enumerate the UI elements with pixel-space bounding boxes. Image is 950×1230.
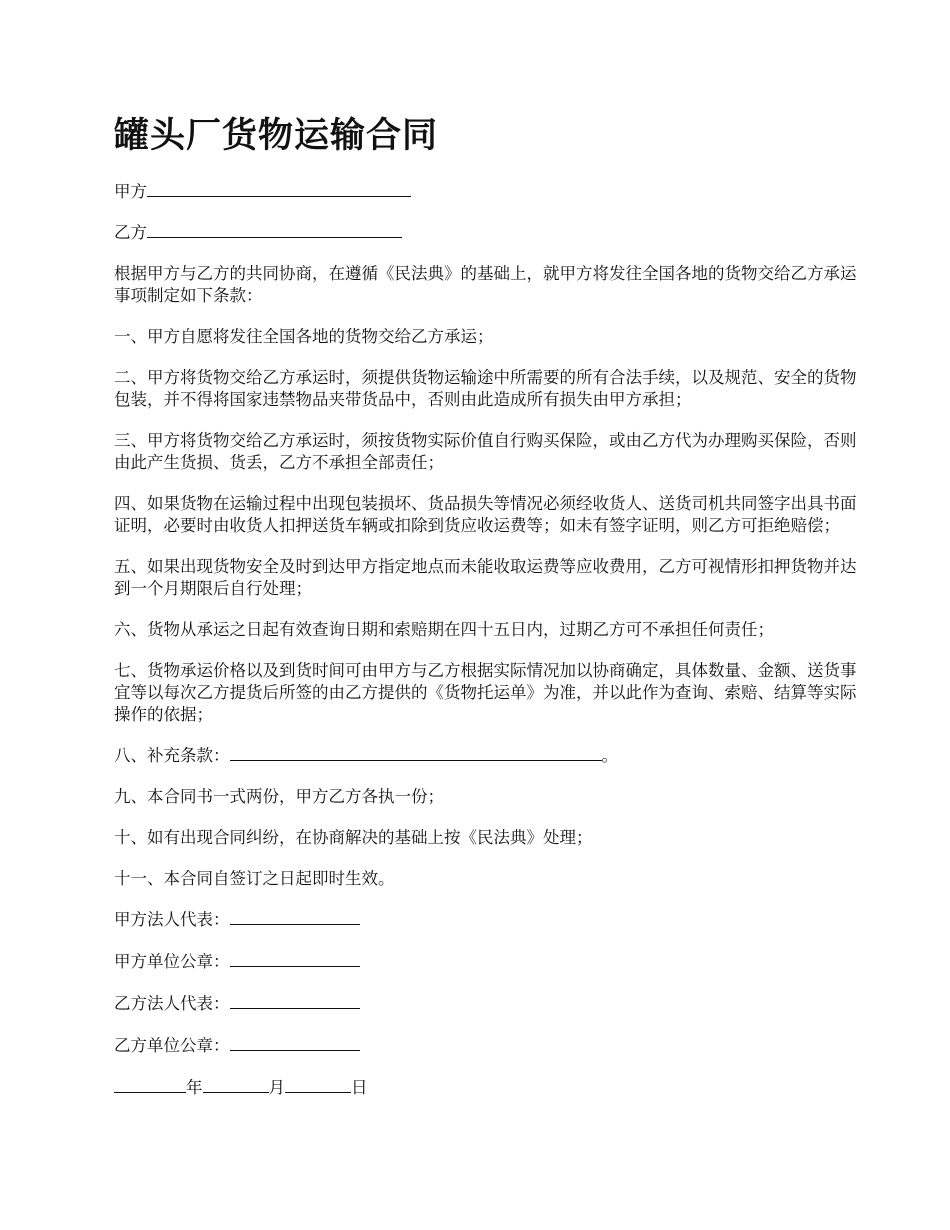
party-a-line — [114, 181, 859, 203]
clause-7: 七、货物承运价格以及到货时间可由甲方与乙方根据实际情况加以协商确定，具体数量、金额、送货事宜等以每次乙方提货后所签的由乙方提供的《货物托运单》为准，并以此作为查询、索赔、结算等实际操作的依据； — [114, 661, 857, 724]
day-label: 日 — [351, 1078, 368, 1097]
party-a-seal-label: 甲方单位公章： — [114, 952, 230, 971]
clause-11: 十一、本合同自签订之日起即时生效。 — [114, 869, 395, 888]
clause-10: 十、如有出现合同纠纷，在协商解决的基础上按《民法典》处理； — [114, 828, 593, 847]
clause-9: 九、本合同书一式两份，甲方乙方各执一份； — [114, 787, 444, 806]
year-blank — [114, 1078, 186, 1093]
intro-paragraph: 根据甲方与乙方的共同协商，在遵循《民法典》的基础上，就甲方将发往全国各地的货物交给乙方承运事项制定如下条款： — [114, 264, 857, 305]
clause-5: 五、如果出现货物安全及时到达甲方指定地点而未能收取运费等应收费用，乙方可视情形扣押货物并达到一个月期限后自行处理； — [114, 557, 857, 598]
clause-1: 一、甲方自愿将发往全国各地的货物交给乙方承运； — [114, 327, 494, 346]
party-a-representative-blank — [230, 910, 360, 925]
clause-4: 四、如果货物在运输过程中出现包装损坏、货品损失等情况必须经收货人、送货司机共同签字出具书面证明，必要时由收货人扣押送货车辆或扣除到货应收运费等；如未有签字证明，则乙方可拒绝赔偿； — [114, 494, 857, 535]
supplement-label: 八、补充条款： — [114, 746, 230, 765]
party-a-seal-blank — [230, 952, 360, 967]
party-b-seal — [114, 1035, 859, 1057]
party-b-seal-label: 乙方单位公章： — [114, 1036, 230, 1055]
party-a-seal — [114, 951, 859, 973]
party-a-representative — [114, 909, 859, 931]
supplement-blank — [230, 746, 602, 761]
month-label: 月 — [268, 1078, 285, 1097]
date-line — [114, 1077, 859, 1099]
party-a-label: 甲方 — [114, 182, 147, 201]
supplement-end: 。 — [601, 746, 618, 765]
year-label: 年 — [186, 1078, 203, 1097]
clause-2: 二、甲方将货物交给乙方承运时，须提供货物运输途中所需要的所有合法手续，以及规范、安全的货物包装，并不得将国家违禁物品夹带货品中，否则由此造成所有损失由甲方承担； — [114, 368, 857, 409]
day-blank — [285, 1078, 351, 1093]
document-title: 罐头厂货物运输合同 — [114, 116, 439, 156]
party-a-blank — [147, 182, 411, 197]
party-b-representative — [114, 993, 859, 1015]
party-b-seal-blank — [230, 1036, 360, 1051]
party-b-label: 乙方 — [114, 223, 147, 242]
month-blank — [203, 1078, 269, 1093]
party-b-representative-label: 乙方法人代表： — [114, 994, 230, 1013]
clause-6: 六、货物从承运之日起有效查询日期和索赔期在四十五日内，过期乙方可不承担任何责任； — [114, 620, 774, 639]
clause-8-supplement — [114, 745, 859, 767]
party-b-line — [114, 222, 859, 244]
clause-3: 三、甲方将货物交给乙方承运时，须按货物实际价值自行购买保险，或由乙方代为办理购买保险，否则由此产生货损、货丢，乙方不承担全部责任； — [114, 431, 857, 472]
party-b-representative-blank — [230, 994, 360, 1009]
contract-page — [114, 108, 859, 1118]
party-b-blank — [147, 223, 402, 238]
party-a-representative-label: 甲方法人代表： — [114, 910, 230, 929]
